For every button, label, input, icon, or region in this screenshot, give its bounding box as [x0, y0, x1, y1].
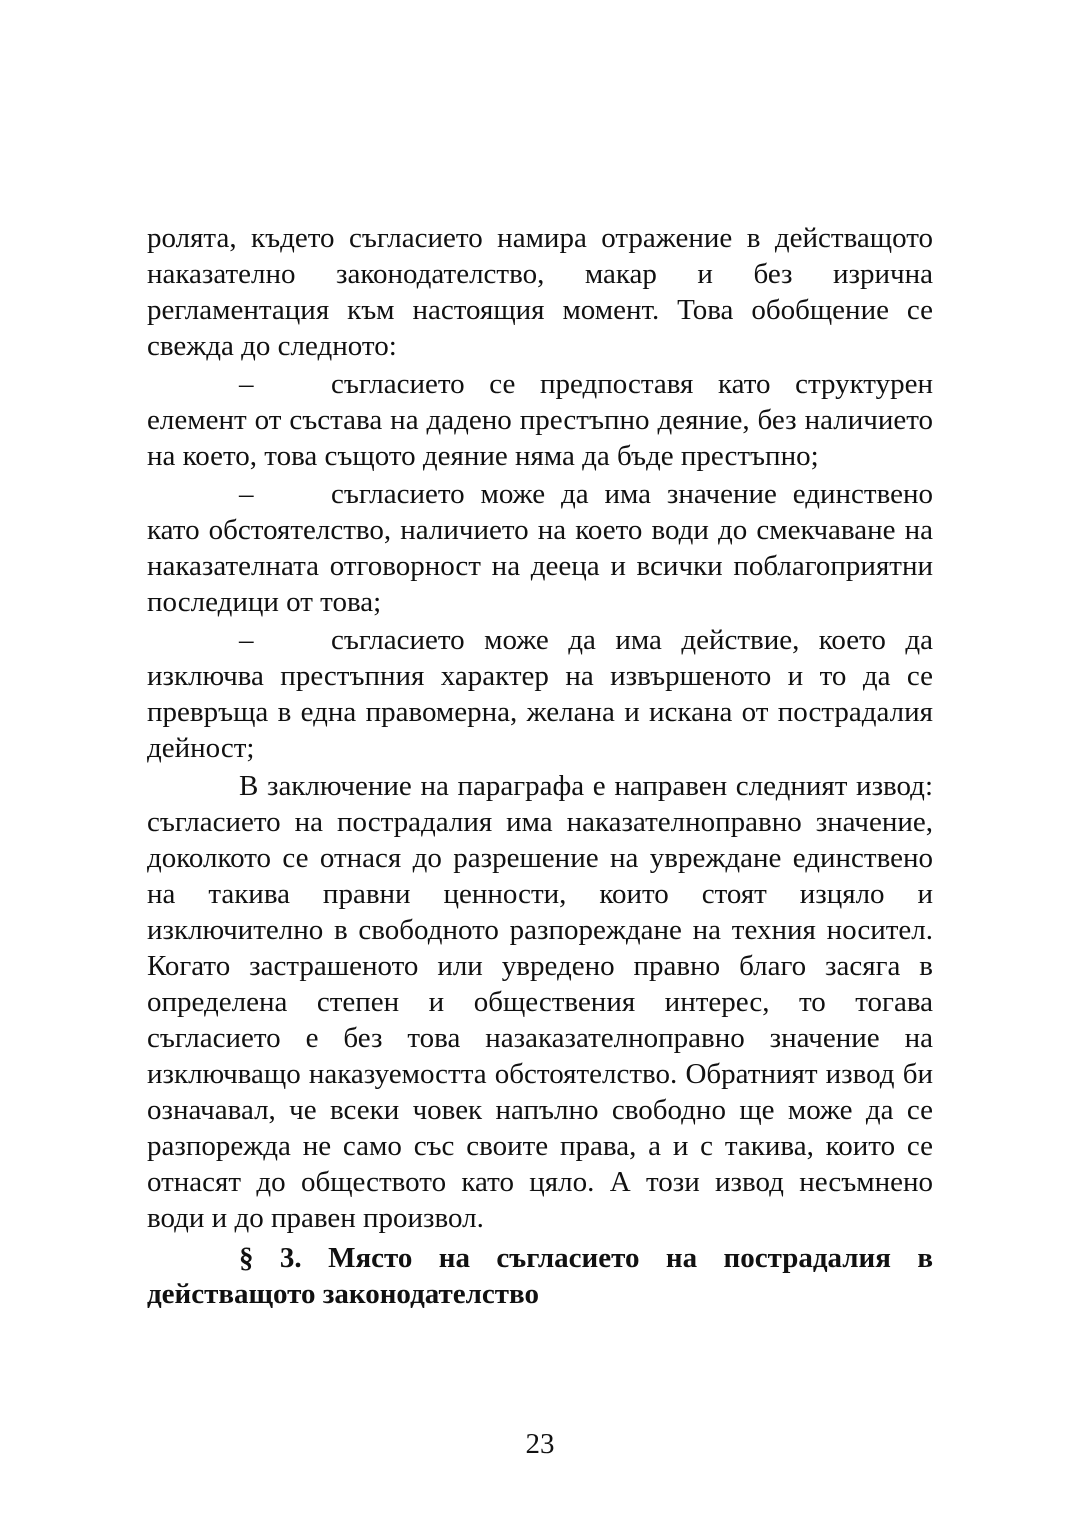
intro-paragraph: ролята, където съгласието намира отражение в действащото наказателно законодателство, макар и без изрична регламентация към настоящия момент. Това обобщение се свежда до следното:: [147, 222, 933, 362]
list-item-text: съгласието може да има действие, което да изключва престъпния характер на извършеното и то да се превръща в една правомерна, желана и искана от пострадалия дейност;: [147, 624, 933, 764]
page-body: [147, 220, 933, 1312]
dash-marker: –: [239, 478, 254, 510]
dash-marker: –: [239, 368, 254, 400]
list-item: [147, 476, 933, 620]
list-item-text: съгласието се предпоставя като структурен елемент от състава на дадено престъпно деяние, без наличието на което, това същото деяние няма да бъде престъпно;: [147, 368, 933, 472]
list-item: [147, 366, 933, 474]
page-number: 23: [525, 1428, 555, 1460]
list-item: [147, 622, 933, 766]
section-heading: § 3. Място на съгласието на пострадалия в действащото законодателство: [147, 1242, 933, 1310]
dash-marker: –: [239, 624, 254, 656]
list-item-text: съгласието може да има значение единствено като обстоятелство, наличието на което води до смекчаване на наказателната отговорност на дееца и всички поблагоприятни последици от това;: [147, 478, 933, 618]
conclusion-paragraph: В заключение на параграфа е направен следният извод: съгласието на пострадалия има наказателноправно значение, доколкото се отнася до разрешение на увреждане единствено на такива правни ценности, които стоят изцяло и изключително в свободното разпореждане на техния носител. Когато застрашеното или увредено правно благо засяга в определена степен и обществения интерес, то тогава съгласието е без това назаказателноправно значение на изключващо наказуемостта обстоятелство. Обратният извод би означавал, че всеки човек напълно свободно ще може да се разпорежда не само със своите права, а и с такива, които се отнасят до обществото като цяло. А този извод несъмнено води и до правен произвол.: [147, 770, 933, 1234]
